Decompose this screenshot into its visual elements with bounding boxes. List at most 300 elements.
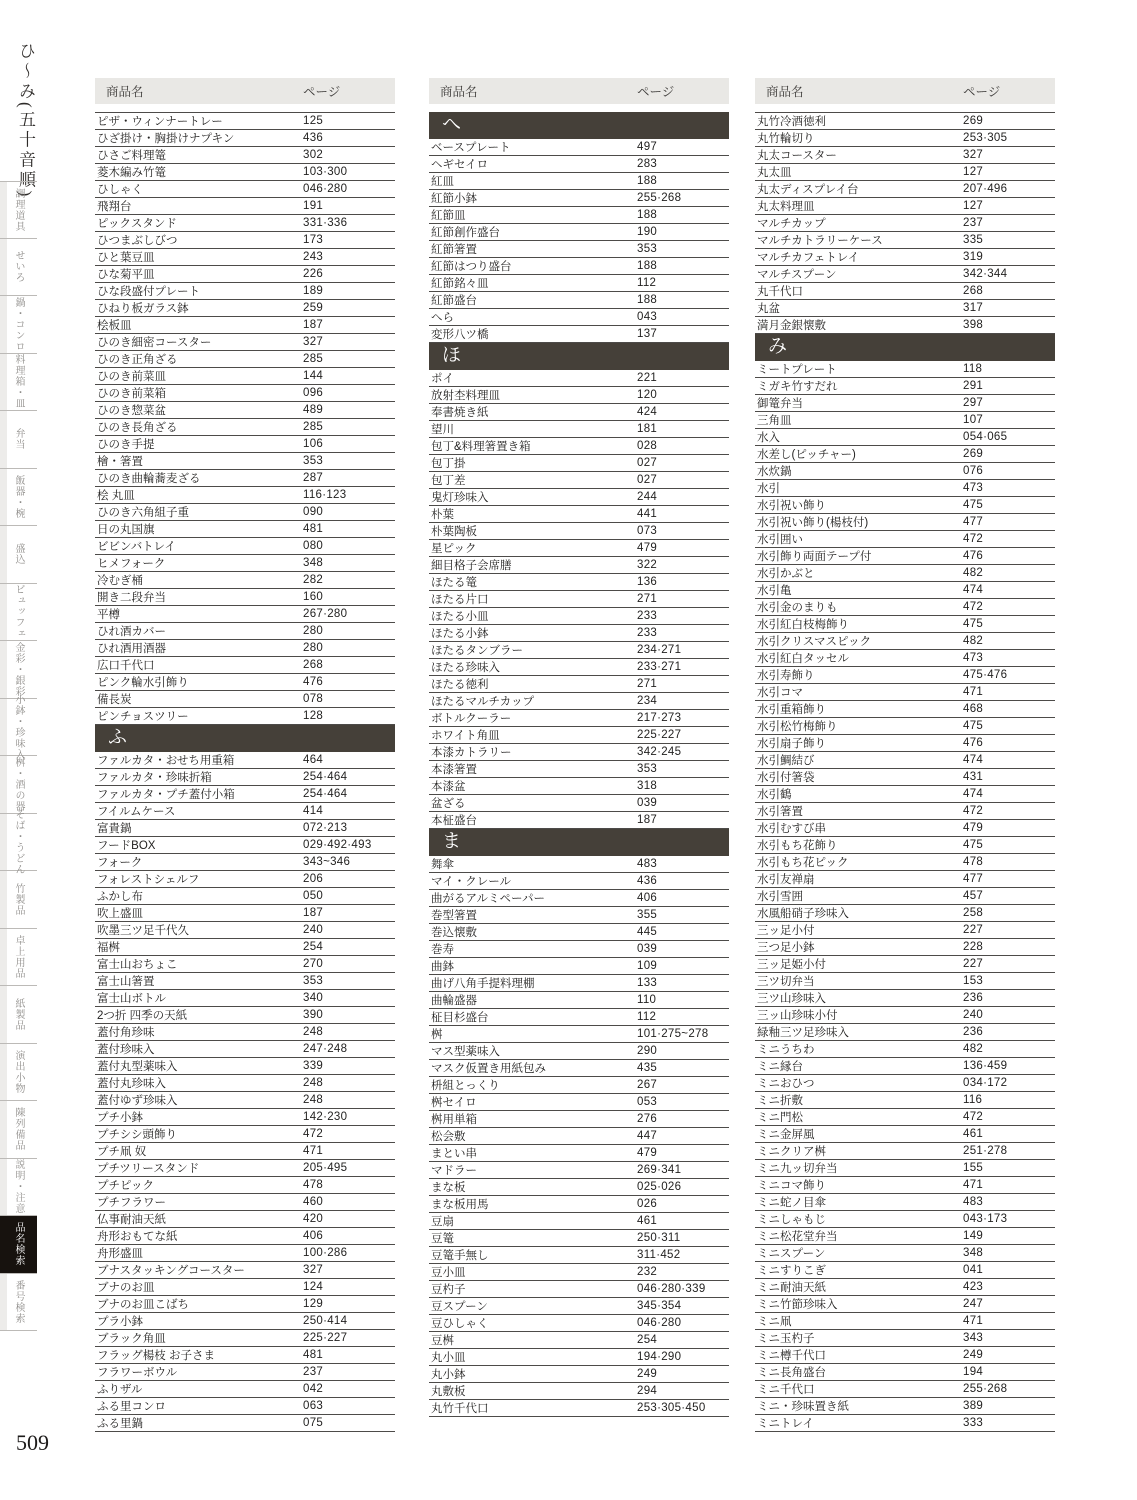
product-name: まとい串 — [431, 1148, 477, 1160]
product-name: 日の丸国旗 — [97, 524, 155, 536]
column-body — [755, 112, 1055, 1432]
sidebar-category-tab — [0, 693, 37, 760]
sidebar-category-tab — [0, 181, 37, 239]
product-page-ref: 075 — [303, 1417, 324, 1429]
index-row — [429, 992, 729, 1009]
kana-section-header — [429, 829, 729, 856]
product-page-ref: 063 — [303, 1400, 324, 1412]
product-page-ref: 043 — [637, 311, 658, 323]
product-name: 曲輪盛器 — [431, 995, 477, 1007]
product-page-ref: 435 — [637, 1062, 658, 1074]
index-row — [755, 1092, 1055, 1109]
product-name: 三ツ切弁当 — [757, 976, 815, 988]
index-row — [429, 795, 729, 812]
product-name: 水引祝い飾り(楊枝付) — [757, 517, 869, 529]
sidebar-category-tab — [0, 1101, 37, 1159]
product-page-ref: 142·230 — [303, 1111, 348, 1123]
product-page-ref: 471 — [963, 1315, 984, 1327]
product-page-ref: 100·286 — [303, 1247, 348, 1259]
product-name: ブラック角皿 — [97, 1333, 166, 1345]
product-page-ref: 477 — [963, 873, 984, 885]
product-name: 三ツ山珍味入 — [757, 993, 826, 1005]
product-page-ref: 188 — [637, 260, 658, 272]
index-row — [95, 521, 395, 538]
product-name: 広口千代口 — [97, 660, 155, 672]
index-row — [429, 856, 729, 873]
index-row — [95, 956, 395, 973]
index-row — [755, 1228, 1055, 1245]
product-page-ref: 190 — [637, 226, 658, 238]
product-name: マスク仮置き用紙包み — [431, 1063, 546, 1075]
product-name: 水引友禅扇 — [757, 874, 815, 886]
index-row — [755, 215, 1055, 232]
index-row — [755, 232, 1055, 249]
product-page-ref: 254 — [637, 1334, 658, 1346]
index-row — [429, 489, 729, 506]
product-page-ref: 096 — [303, 387, 324, 399]
sidebar-category-tab — [0, 296, 37, 354]
product-name: 丸太ディスプレイ台 — [757, 184, 859, 196]
index-row — [95, 674, 395, 691]
product-name: 放射杢料理皿 — [431, 390, 500, 402]
product-page-ref: 280 — [303, 642, 324, 654]
index-row — [95, 691, 395, 708]
index-row — [429, 370, 729, 387]
product-name: ふる里コンロ — [97, 1401, 166, 1413]
index-row — [95, 147, 395, 164]
index-row — [755, 147, 1055, 164]
product-page-ref: 072·213 — [303, 822, 348, 834]
index-row — [429, 1366, 729, 1383]
index-row — [95, 181, 395, 198]
product-page-ref: 327 — [963, 149, 984, 161]
index-row — [95, 1194, 395, 1211]
kana-section-glyph: み — [768, 336, 788, 357]
index-row — [95, 657, 395, 674]
product-name: 豆スプーン — [431, 1301, 488, 1313]
index-row — [755, 1109, 1055, 1126]
section-rows — [429, 139, 729, 343]
product-name: 平樽 — [97, 609, 120, 621]
product-page-ref: 280 — [303, 625, 324, 637]
product-page-ref: 268 — [303, 659, 324, 671]
product-name: ミニ竹節珍味入 — [757, 1299, 838, 1311]
product-name: 紅節皿 — [431, 210, 466, 222]
product-page-ref: 188 — [637, 175, 658, 187]
index-row — [95, 708, 395, 725]
product-page-ref: 225·227 — [637, 729, 682, 741]
product-name: 三ッ山珍味小付 — [757, 1010, 838, 1022]
product-name: フォレストシェルフ — [97, 874, 200, 886]
product-page-ref: 311·452 — [637, 1249, 681, 1261]
product-page-ref: 107 — [963, 414, 984, 426]
product-name: 丸竹輪切り — [757, 133, 815, 145]
index-row — [755, 1313, 1055, 1330]
index-row — [95, 1381, 395, 1398]
sidebar-category-tab — [0, 929, 37, 987]
product-page-ref: 475 — [963, 618, 984, 630]
sidebar-category-label: 鍋・コンロ — [13, 296, 24, 352]
product-name: 三ッ足姫小付 — [757, 959, 826, 971]
product-name: 水引寿飾り — [757, 670, 815, 682]
product-name: 水差し(ピッチャー) — [757, 449, 856, 461]
product-page-ref: 253·305·450 — [637, 1402, 706, 1414]
product-page-ref: 053 — [637, 1096, 658, 1108]
index-row — [95, 1143, 395, 1160]
product-name: 朴葉 — [431, 509, 454, 521]
column-header-page-label: ページ — [303, 85, 341, 99]
product-page-ref: 294 — [637, 1385, 658, 1397]
product-name: ほたる片口 — [431, 594, 489, 606]
index-row — [755, 633, 1055, 650]
product-page-ref: 353 — [303, 455, 324, 467]
product-page-ref: 221 — [637, 372, 658, 384]
index-row — [95, 266, 395, 283]
product-name: 飛翔台 — [97, 201, 132, 213]
index-row — [429, 258, 729, 275]
product-page-ref: 248 — [303, 1077, 324, 1089]
product-page-ref: 236 — [963, 992, 984, 1004]
product-name: 豆篭 — [431, 1233, 454, 1245]
column-header — [755, 78, 1055, 104]
index-row — [429, 1230, 729, 1247]
product-name: プチフラワー — [97, 1197, 166, 1209]
product-name: ひのき前菜箱 — [97, 388, 166, 400]
product-page-ref: 041 — [963, 1264, 984, 1276]
index-row — [95, 130, 395, 147]
index-row — [429, 608, 729, 625]
product-name: 松会敷 — [431, 1131, 466, 1143]
sidebar-category-label: 料理箱・皿 — [13, 354, 24, 410]
product-name: 豆扇 — [431, 1216, 454, 1228]
product-name: 蓋付丸珍味入 — [97, 1078, 166, 1090]
product-name: 紅皿 — [431, 176, 454, 188]
index-row — [429, 1026, 729, 1043]
product-page-ref: 424 — [637, 406, 658, 418]
product-name: ミニトレイ — [757, 1418, 814, 1430]
product-name: 包丁差 — [431, 475, 466, 487]
index-row — [755, 361, 1055, 378]
product-name: 水引祝い飾り — [757, 500, 826, 512]
product-name: 備長炭 — [97, 694, 132, 706]
index-row — [429, 1077, 729, 1094]
product-name: ミニ長角盛台 — [757, 1367, 826, 1379]
index-row — [755, 1194, 1055, 1211]
product-name: 水引クリスマスピック — [757, 636, 872, 648]
product-page-ref: 468 — [963, 703, 984, 715]
product-name: プチツリースタンド — [97, 1163, 200, 1175]
product-name: マルチカトラリーケース — [757, 235, 883, 247]
index-row — [755, 1279, 1055, 1296]
product-page-ref: 472 — [963, 601, 984, 613]
product-name: ミニ蛇ノ目傘 — [757, 1197, 826, 1209]
index-row — [755, 514, 1055, 531]
index-row — [429, 1196, 729, 1213]
product-page-ref: 423 — [963, 1281, 984, 1293]
index-row — [755, 181, 1055, 198]
product-name: 紅節銘々皿 — [431, 278, 489, 290]
index-row — [95, 973, 395, 990]
product-name: フイルムケース — [97, 806, 176, 818]
product-page-ref: 343 — [963, 1332, 984, 1344]
index-row — [429, 326, 729, 343]
product-name: ひざ掛け・胸掛けナプキン — [97, 133, 235, 145]
product-page-ref: 233 — [637, 610, 658, 622]
product-page-ref: 398 — [963, 319, 984, 331]
product-name: ほたるタンブラー — [431, 645, 523, 657]
product-page-ref: 472 — [303, 1128, 324, 1140]
product-page-ref: 029·492·493 — [303, 839, 372, 851]
product-name: 蓋付丸型薬味入 — [97, 1061, 178, 1073]
product-name: ミニ樽千代口 — [757, 1350, 826, 1362]
index-row — [429, 1043, 729, 1060]
index-row — [95, 1177, 395, 1194]
product-page-ref: 043·173 — [963, 1213, 1008, 1225]
index-row — [429, 438, 729, 455]
index-row — [755, 395, 1055, 412]
product-name: プラ小鉢 — [97, 1316, 143, 1328]
product-name: ほたる小皿 — [431, 611, 489, 623]
index-row — [429, 591, 729, 608]
index-row — [429, 778, 729, 795]
product-name: 水風船硝子珍味入 — [757, 908, 849, 920]
sidebar-category-label: せいろ — [13, 250, 24, 284]
index-row — [95, 334, 395, 351]
product-page-ref: 042 — [303, 1383, 324, 1395]
product-page-ref: 481 — [303, 1349, 324, 1361]
sidebar-category-tab — [0, 469, 37, 527]
product-page-ref: 128 — [303, 710, 324, 722]
product-page-ref: 420 — [303, 1213, 324, 1225]
product-name: 盆ざる — [431, 798, 466, 810]
index-row — [95, 283, 395, 300]
product-page-ref: 194·290 — [637, 1351, 682, 1363]
product-name: 紅節盛台 — [431, 295, 477, 307]
product-page-ref: 027 — [637, 474, 658, 486]
index-row — [429, 659, 729, 676]
sidebar-category-tab — [0, 808, 37, 875]
sidebar-category-label: 陳列備品 — [13, 1107, 24, 1152]
index-row — [429, 710, 729, 727]
product-name: 丸盆 — [757, 303, 780, 315]
product-name: 御篭弁当 — [757, 398, 803, 410]
product-page-ref: 483 — [963, 1196, 984, 1208]
index-row — [429, 224, 729, 241]
index-row — [755, 939, 1055, 956]
product-name: ミニおひつ — [757, 1078, 815, 1090]
product-name: マイ・クレール — [431, 876, 512, 888]
product-name: 巻型箸置 — [431, 910, 477, 922]
column-header-page-label: ページ — [963, 85, 1001, 99]
index-row — [755, 1075, 1055, 1092]
sidebar-category-tab — [0, 1044, 37, 1102]
index-row — [95, 1092, 395, 1109]
product-name: 水引重箱飾り — [757, 704, 826, 716]
index-row — [95, 249, 395, 266]
index-row — [95, 990, 395, 1007]
product-name: ほたる篭 — [431, 577, 477, 589]
product-name: ひのき細密コースター — [97, 337, 212, 349]
index-row — [429, 455, 729, 472]
product-name: 水引コマ — [757, 687, 803, 699]
index-row — [95, 164, 395, 181]
product-name: 丸竹冷酒徳利 — [757, 116, 826, 128]
index-row — [755, 922, 1055, 939]
product-name: 丸敷板 — [431, 1386, 466, 1398]
index-row — [95, 837, 395, 854]
product-page-ref: 270 — [303, 958, 324, 970]
index-row — [755, 769, 1055, 786]
product-name: 冷むぎ桶 — [97, 575, 143, 587]
index-row — [755, 429, 1055, 446]
kana-section-glyph: ふ — [108, 727, 128, 748]
product-name: フラワーボウル — [97, 1367, 178, 1379]
index-row — [429, 890, 729, 907]
product-name: 水引付箸袋 — [757, 772, 815, 784]
product-page-ref: 291 — [963, 380, 984, 392]
column-header — [95, 78, 395, 104]
index-row — [95, 538, 395, 555]
product-page-ref: 039 — [637, 943, 658, 955]
index-row — [755, 837, 1055, 854]
product-page-ref: 120 — [637, 389, 658, 401]
product-page-ref: 472 — [963, 805, 984, 817]
index-row — [429, 387, 729, 404]
index-row — [429, 207, 729, 224]
index-row — [755, 871, 1055, 888]
product-page-ref: 302 — [303, 149, 324, 161]
index-row — [429, 1315, 729, 1332]
column-body — [429, 112, 729, 1417]
product-name: ほたる小鉢 — [431, 628, 489, 640]
index-row — [429, 506, 729, 523]
product-name: フードBOX — [97, 840, 156, 852]
index-row — [95, 752, 395, 769]
index-row — [429, 812, 729, 829]
product-name: 富士山箸置 — [97, 976, 155, 988]
product-name: 丸竹千代口 — [431, 1403, 489, 1415]
product-name: 水炊鍋 — [757, 466, 792, 478]
section-rows — [429, 856, 729, 1417]
product-page-ref: 106 — [303, 438, 324, 450]
index-row — [755, 735, 1055, 752]
product-name: ポイ — [431, 373, 454, 385]
product-name: 豆篭手無し — [431, 1250, 489, 1262]
product-page-ref: 112 — [637, 1011, 657, 1023]
index-row — [95, 436, 395, 453]
product-page-ref: 116·123 — [303, 489, 347, 501]
product-page-ref: 250·311 — [637, 1232, 681, 1244]
index-row — [95, 769, 395, 786]
index-row — [755, 300, 1055, 317]
column-header-product-label: 商品名 — [106, 85, 144, 99]
product-page-ref: 317 — [963, 302, 984, 314]
product-page-ref: 250·414 — [303, 1315, 348, 1327]
index-row — [95, 1262, 395, 1279]
index-row — [429, 1145, 729, 1162]
product-name: ひのき正角ざる — [97, 354, 178, 366]
product-name: ほたる徳利 — [431, 679, 489, 691]
index-row — [429, 540, 729, 557]
product-name: 富士山ボトル — [97, 993, 166, 1005]
kana-section-header — [755, 334, 1055, 361]
page-number: 509 — [16, 1430, 49, 1455]
index-row — [755, 973, 1055, 990]
product-name: ひのき長角ざる — [97, 422, 178, 434]
product-page-ref: 155 — [963, 1162, 984, 1174]
product-page-ref: 237 — [963, 217, 984, 229]
product-page-ref: 353 — [303, 975, 324, 987]
column-header — [429, 78, 729, 104]
product-page-ref: 461 — [963, 1128, 984, 1140]
product-name: 本漆盆 — [431, 781, 466, 793]
product-name: ボトルクーラー — [431, 713, 512, 725]
index-row — [95, 640, 395, 657]
sidebar-category-label: 説明・注意 — [13, 1159, 24, 1215]
index-row — [95, 317, 395, 334]
index-row — [755, 480, 1055, 497]
sidebar-category-tab — [0, 986, 37, 1044]
product-name: ピンチョスツリー — [97, 711, 189, 723]
index-row — [95, 113, 395, 130]
sidebar-category-label: ビュッフェ — [13, 584, 24, 640]
index-row — [429, 1162, 729, 1179]
index-row — [429, 1383, 729, 1400]
product-name: ひつまぶしびつ — [97, 235, 178, 247]
product-page-ref: 228 — [963, 941, 984, 953]
product-name: ミニしゃもじ — [757, 1214, 826, 1226]
index-row — [95, 1279, 395, 1296]
index-row — [429, 873, 729, 890]
product-page-ref: 149 — [963, 1230, 984, 1242]
index-row — [95, 871, 395, 888]
product-page-ref: 187 — [303, 319, 324, 331]
product-name: 舟形おもてな紙 — [97, 1231, 178, 1243]
product-page-ref: 110 — [637, 994, 657, 1006]
product-page-ref: 267 — [637, 1079, 658, 1091]
product-page-ref: 327 — [303, 1264, 324, 1276]
product-page-ref: 285 — [303, 353, 324, 365]
product-name: 水引飾り両面テープ付 — [757, 551, 872, 563]
index-row — [95, 939, 395, 956]
product-page-ref: 475 — [963, 499, 984, 511]
product-name: 水引紅白枝梅飾り — [757, 619, 849, 631]
product-name: ミニスプーン — [757, 1248, 826, 1260]
sidebar-category-label: 卓上用品 — [13, 934, 24, 979]
column-header-product-label: 商品名 — [440, 85, 478, 99]
product-page-ref: 255·268 — [637, 192, 682, 204]
index-row — [429, 557, 729, 574]
product-name: 紅節創作盛台 — [431, 227, 500, 239]
product-page-ref: 475 — [963, 720, 984, 732]
product-name: ひのき曲輪蕎麦ざる — [97, 473, 201, 485]
index-row — [429, 156, 729, 173]
index-row — [429, 275, 729, 292]
product-name: ブナスタッキングコースター — [97, 1265, 245, 1277]
product-page-ref: 039 — [637, 797, 658, 809]
product-name: ベースプレート — [431, 142, 511, 154]
product-name: ファルカタ・珍味折箱 — [97, 772, 212, 784]
product-page-ref: 227 — [963, 958, 984, 970]
product-name: ひのき前菜皿 — [97, 371, 166, 383]
product-name: 丸太皿 — [757, 167, 792, 179]
index-row — [429, 309, 729, 326]
index-row — [429, 1349, 729, 1366]
product-page-ref: 476 — [963, 737, 984, 749]
index-row — [95, 623, 395, 640]
product-page-ref: 127 — [963, 200, 984, 212]
index-row — [95, 1398, 395, 1415]
